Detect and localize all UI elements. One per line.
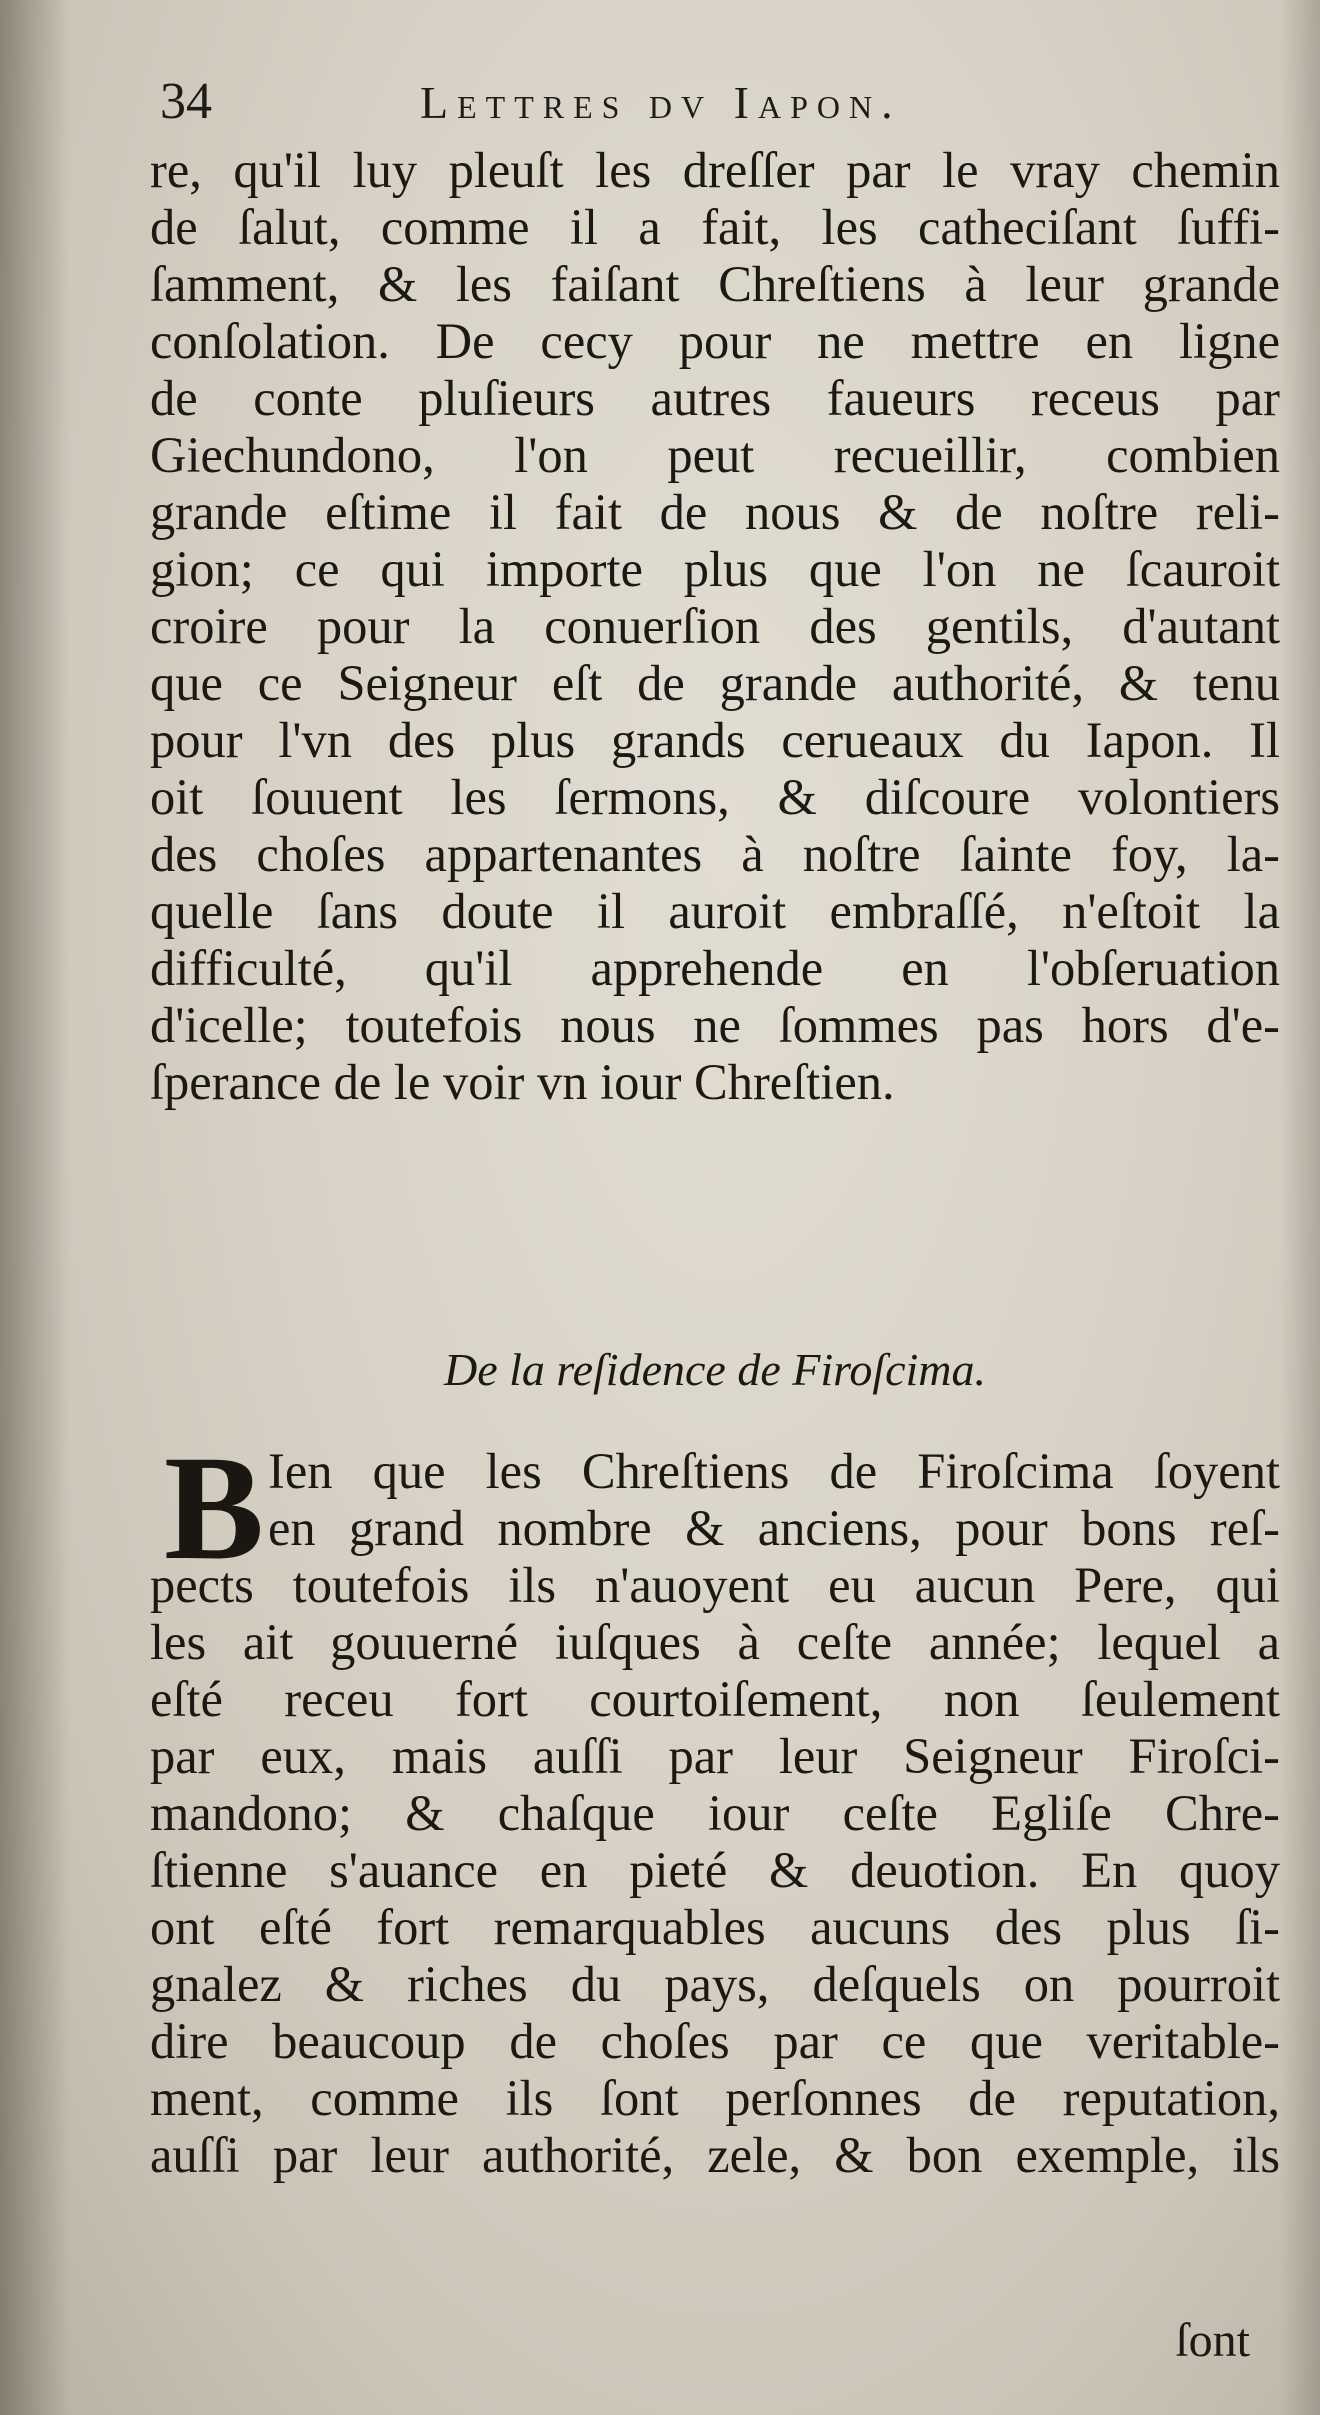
- text-line: ſamment, & les faiſant Chreſtiens à leur grande: [150, 256, 1280, 312]
- text-line: mandono; & chaſque iour ceſte Egliſe Chre-: [150, 1785, 1280, 1841]
- text-line: difficulté, qu'il apprehende en l'obſeruation: [150, 940, 1280, 996]
- paragraph-2: [150, 1425, 1280, 2184]
- text-line: les ait gouuerné iuſques à ceſte année; lequel a: [150, 1614, 1280, 1670]
- text-line: que ce Seigneur eſt de grande authorité, & tenu: [150, 655, 1280, 711]
- text-line: auſſi par leur authorité, zele, & bon exemple, ils: [150, 2127, 1280, 2183]
- text-line: ont eſté fort remarquables aucuns des plus ſi-: [150, 1899, 1280, 1955]
- text-line: ſtienne s'auance en pieté & deuotion. En quoy: [150, 1842, 1280, 1898]
- text-line: ment, comme ils ſont perſonnes de reputation,: [150, 2070, 1280, 2126]
- text-line: eſté receu fort courtoiſement, non ſeulement: [150, 1671, 1280, 1727]
- text-line: d'icelle; toutefois nous ne ſommes pas hors d'e-: [150, 997, 1280, 1053]
- text-line: ſperance de le voir vn iour Chreſtien.: [150, 1054, 895, 1110]
- text-line: oit ſouuent les ſermons, & diſcoure volontiers: [150, 769, 1280, 825]
- running-head: Lettres dv Iapon.: [420, 77, 902, 128]
- text-line: conſolation. De cecy pour ne mettre en ligne: [150, 313, 1280, 369]
- text-line: des choſes appartenantes à noſtre ſainte foy, la-: [150, 826, 1280, 882]
- text-line: Giechundono, l'on peut recueillir, combien: [150, 427, 1280, 483]
- text-line: dire beaucoup de choſes par ce que veritable-: [150, 2013, 1280, 2069]
- page-number: 34: [160, 73, 212, 130]
- text-line: pour l'vn des plus grands cerueaux du Iapon. Il: [150, 712, 1280, 768]
- text-line: de conte pluſieurs autres faueurs receus par: [150, 370, 1280, 426]
- text-line: pects toutefois ils n'auoyent eu aucun Pere, qui: [150, 1557, 1280, 1613]
- text-line: gnalez & riches du pays, deſquels on pourroit: [150, 1956, 1280, 2012]
- text-line: Ien que les Chreſtiens de Firoſcima ſoyent: [268, 1443, 1280, 1499]
- paragraph-1: [150, 142, 1280, 1111]
- text-line: croire pour la conuerſion des gentils, d'autant: [150, 598, 1280, 654]
- text-line: quelle ſans doute il auroit embraſſé, n'eſtoit la: [150, 883, 1280, 939]
- text-line: gion; ce qui importe plus que l'on ne ſcauroit: [150, 541, 1280, 597]
- text-line: re, qu'il luy pleuſt les dreſſer par le vray chemin: [150, 142, 1280, 198]
- text-line: de ſalut, comme il a fait, les catheciſant ſuffi-: [150, 199, 1280, 255]
- text-line: par eux, mais auſſi par leur Seigneur Firoſci-: [150, 1728, 1280, 1784]
- catchword: ſont: [1175, 2314, 1250, 2367]
- page-header: [150, 62, 1280, 132]
- section-heading: De la reſidence de Firoſcima.: [443, 1344, 987, 1395]
- text-line: grande eſtime il fait de nous & de noſtre reli-: [150, 484, 1280, 540]
- text-line: en grand nombre & anciens, pour bons reſ-: [268, 1500, 1280, 1556]
- drop-cap-initial: B: [164, 1425, 265, 1591]
